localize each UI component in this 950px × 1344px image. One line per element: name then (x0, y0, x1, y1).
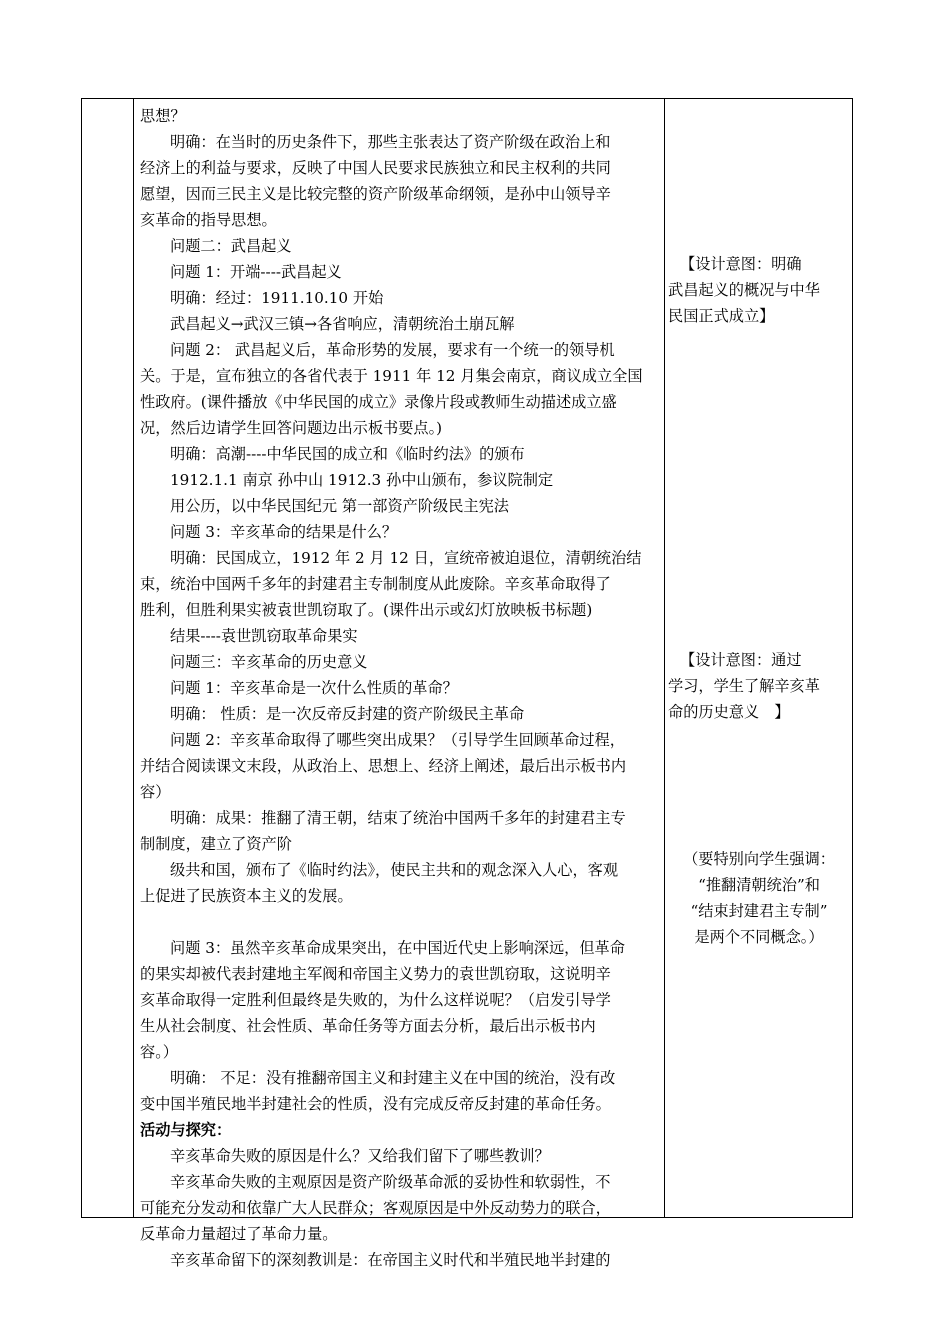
paragraph-line: 思想？ (140, 107, 186, 125)
paragraph-line: 容） (140, 783, 171, 801)
paragraph-line: 问题 1：开端----武昌起义 (170, 263, 342, 281)
paragraph-line: 束，统治中国两千多年的封建君主专制制度从此废除。辛亥革命取得了 (140, 575, 611, 593)
teaching-content-column (140, 103, 662, 1273)
paragraph-line: 反革命力量超过了革命力量。 (140, 1225, 338, 1243)
note-line: 武昌起义的概况与中华 (668, 281, 820, 299)
note-line: 命的历史意义 】 (668, 703, 790, 721)
paragraph-line: 亥革命的指导思想。 (140, 211, 277, 229)
note-line: （要特别向学生强调： (683, 850, 835, 868)
paragraph-line: 级共和国，颁布了《临时约法》，使民主共和的观念深入人心，客观 (170, 861, 619, 879)
paragraph-line: 明确：成果：推翻了清王朝，结束了统治中国两千多年的封建君主专 (170, 809, 626, 827)
paragraph-line: 武昌起义→武汉三镇→各省响应，清朝统治土崩瓦解 (170, 315, 515, 333)
note-line: “结束封建君主专制” (690, 902, 828, 920)
paragraph-line: 经济上的利益与要求，反映了中国人民要求民族独立和民主权利的共同 (140, 159, 611, 177)
note-line: 民国正式成立】 (668, 307, 775, 325)
paragraph-line: 愿望，因而三民主义是比较完整的资产阶级革命纲领，是孙中山领导辛 (140, 185, 611, 203)
paragraph-line: 的果实却被代表封建地主军阀和帝国主义势力的袁世凯窃取，这说明辛 (140, 965, 611, 983)
paragraph-line: 明确： 不足：没有推翻帝国主义和封建主义在中国的统治，没有改 (170, 1069, 616, 1087)
paragraph-line: 胜利，但胜利果实被袁世凯窃取了。(课件出示或幻灯放映板书标题) (140, 601, 593, 619)
paragraph-line: 用公历，以中华民国纪元 第一部资产阶级民主宪法 (170, 497, 509, 515)
paragraph-line: 明确：高潮----中华民国的成立和《临时约法》的颁布 (170, 445, 525, 463)
paragraph-line: 上促进了民族资本主义的发展。 (140, 887, 353, 905)
paragraph-line: 况，然后边请学生回答问题边出示板书要点。) (140, 419, 443, 437)
paragraph-line: 问题 2： 武昌起义后，革命形势的发展，要求有一个统一的领导机 (170, 341, 615, 359)
paragraph-line: 问题 1：辛亥革命是一次什么性质的革命？ (170, 679, 458, 697)
design-intent-note-1 (668, 251, 850, 329)
paragraph-line: 明确：经过：1911.10.10 开始 (170, 289, 384, 307)
paragraph-line: 问题三：辛亥革命的历史意义 (170, 653, 368, 671)
paragraph-line: 明确：民国成立，1912 年 2 月 12 日，宣统帝被迫退位，清朝统治结 (170, 549, 642, 567)
paragraph-line: 制制度，建立了资产阶 (140, 835, 292, 853)
paragraph-line (140, 909, 662, 935)
column-divider-right (664, 99, 665, 1217)
paragraph-line: 辛亥革命留下的深刻教训是：在帝国主义时代和半殖民地半封建的 (170, 1251, 611, 1269)
paragraph-line: 变中国半殖民地半封建社会的性质，没有完成反帝反封建的革命任务。 (140, 1095, 611, 1113)
paragraph-line: 可能充分发动和依靠广大人民群众；客观原因是中外反动势力的联合， (140, 1199, 611, 1217)
paragraph-line: 辛亥革命失败的主观原因是资产阶级革命派的妥协性和软弱性，不 (170, 1173, 611, 1191)
paragraph-line: 1912.1.1 南京 孙中山 1912.3 孙中山颁布，参议院制定 (170, 471, 554, 489)
paragraph-line: 生从社会制度、社会性质、革命任务等方面去分析，最后出示板书内 (140, 1017, 596, 1035)
emphasis-note (668, 846, 850, 950)
section-heading: 活动与探究： (140, 1121, 232, 1139)
paragraph-line: 亥革命取得一定胜利但最终是失败的，为什么这样说呢？（启发引导学 (140, 991, 611, 1009)
note-line: 【设计意图：明确 (680, 255, 802, 273)
note-line: 学习，学生了解辛亥革 (668, 677, 820, 695)
note-line: 【设计意图：通过 (680, 651, 802, 669)
note-line: 是两个不同概念。） (694, 928, 824, 946)
paragraph-line: 辛亥革命失败的原因是什么？又给我们留下了哪些教训？ (170, 1147, 550, 1165)
paragraph-line: 问题二：武昌起义 (170, 237, 292, 255)
paragraph-line: 关。于是，宣布独立的各省代表于 1911 年 12 月集会南京，商议成立全国 (140, 367, 643, 385)
paragraph-line: 明确：在当时的历史条件下，那些主张表达了资产阶级在政治上和 (170, 133, 611, 151)
paragraph-line: 问题 3：辛亥革命的结果是什么？ (170, 523, 398, 541)
paragraph-line: 问题 2：辛亥革命取得了哪些突出成果？（引导学生回顾革命过程， (170, 731, 625, 749)
design-intent-note-2 (668, 647, 850, 725)
paragraph-line: 结果----袁世凯窃取革命果实 (170, 627, 358, 645)
paragraph-line: 性政府。(课件播放《中华民国的成立》录像片段或教师生动描述成立盛 (140, 393, 617, 411)
paragraph-line: 问题 3：虽然辛亥革命成果突出，在中国近代史上影响深远，但革命 (170, 939, 625, 957)
note-line: “推翻清朝统治”和 (698, 876, 820, 894)
paragraph-line: 容。） (140, 1043, 178, 1061)
column-divider-left (133, 99, 134, 1217)
paragraph-line: 明确： 性质：是一次反帝反封建的资产阶级民主革命 (170, 705, 525, 723)
lesson-table (81, 98, 853, 1269)
paragraph-line: 并结合阅读课文末段，从政治上、思想上、经济上阐述，最后出示板书内 (140, 757, 626, 775)
